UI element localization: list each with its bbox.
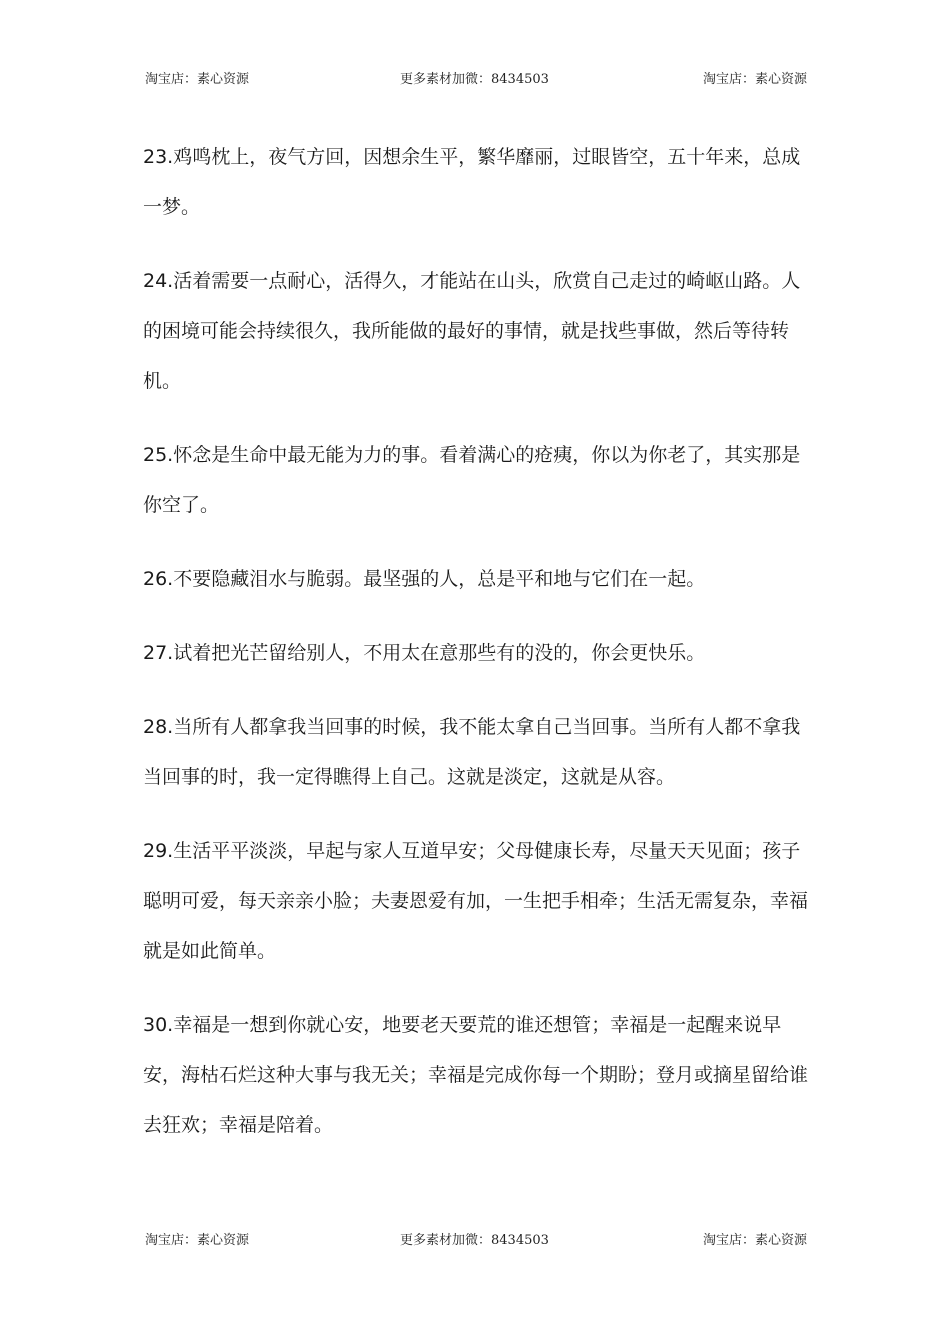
header-shop-name-left: 淘宝店：素心资源 (145, 72, 250, 87)
footer-shop-name-left: 淘宝店：素心资源 (145, 1233, 250, 1248)
paragraph-29: 29.生活平平淡淡，早起与家人互道早安；父母健康长寿，尽量天天见面；孩子聪明可爱，每天亲亲小脸；夫妻恩爱有加，一生把手相牵；生活无需复杂，幸福就是如此简单。 (143, 840, 809, 962)
footer-contact: 更多素材加微：8434503 (400, 1233, 549, 1248)
paragraph-23: 23.鸡鸣枕上，夜气方回，因想余生平，繁华靡丽，过眼皆空，五十年来，总成一梦。 (143, 146, 801, 218)
page-footer (0, 1229, 950, 1249)
page-header (0, 68, 950, 88)
paragraph-27: 27.试着把光芒留给别人，不用太在意那些有的没的，你会更快乐。 (143, 642, 706, 664)
document-body (143, 132, 815, 1174)
paragraph-25: 25.怀念是生命中最无能为力的事。看着满心的疮痍，你以为你老了，其实那是你空了。 (143, 444, 801, 516)
paragraph-30: 30.幸福是一想到你就心安，地要老天要荒的谁还想管；幸福是一起醒来说早安，海枯石烂这种大事与我无关；幸福是完成你每一个期盼；登月或摘星留给谁去狂欢；幸福是陪着。 (143, 1014, 809, 1136)
paragraph-24: 24.活着需要一点耐心，活得久，才能站在山头，欣赏自己走过的崎岖山路。人的困境可能会持续很久，我所能做的最好的事情，就是找些事做，然后等待转机。 (143, 270, 801, 392)
footer-shop-name-right: 淘宝店：素心资源 (702, 1233, 807, 1248)
header-shop-name-right: 淘宝店：素心资源 (702, 72, 807, 87)
paragraph-28: 28.当所有人都拿我当回事的时候，我不能太拿自己当回事。当所有人都不拿我当回事的时，我一定得瞧得上自己。这就是淡定，这就是从容。 (143, 716, 801, 788)
header-contact: 更多素材加微：8434503 (400, 72, 549, 87)
paragraph-26: 26.不要隐藏泪水与脆弱。最坚强的人，总是平和地与它们在一起。 (143, 568, 706, 590)
